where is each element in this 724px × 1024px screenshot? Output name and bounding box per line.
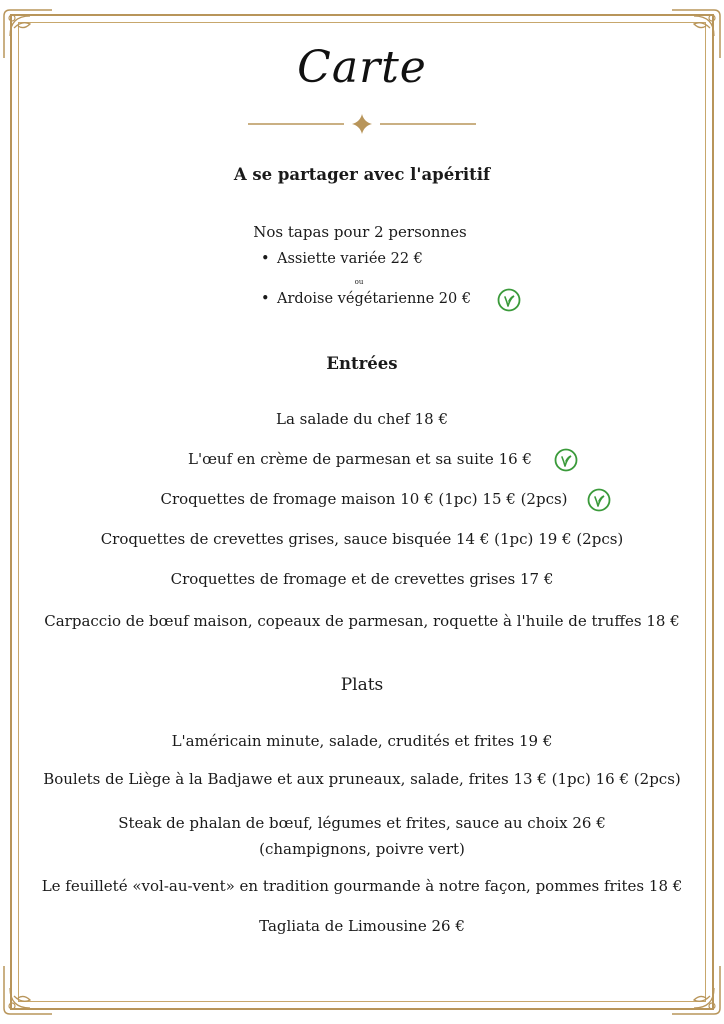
menu-item: L'américain minute, salade, crudités et frites 19 €: [171, 732, 553, 750]
menu-item: Tagliata de Limousine 26 €: [259, 917, 465, 935]
menu-item: Croquettes de crevettes grises, sauce bisquée 14 € (1pc) 19 € (2pcs): [100, 530, 624, 548]
diamond-star-icon: [248, 112, 476, 136]
menu-item: Boulets de Liège à la Badjawe et aux pruneaux, salade, frites 13 € (1pc) 16 € (2pcs): [43, 770, 681, 788]
leaf-circle-icon: [497, 288, 521, 312]
menu-item: Croquettes de fromage et de crevettes grises 17 €: [170, 570, 554, 588]
menu-item: La salade du chef 18 €: [276, 410, 448, 428]
section-heading-aperitif: A se partager avec l'apéritif: [233, 165, 491, 184]
aperitif-separator: ou: [354, 278, 364, 286]
aperitif-intro: Nos tapas pour 2 personnes: [253, 223, 467, 241]
leaf-circle-icon: [554, 448, 578, 472]
menu-title: Carte: [297, 42, 427, 93]
section-heading-plats: Plats: [340, 675, 384, 695]
menu-item: Croquettes de fromage maison 10 € (1pc) 15 € (2pcs): [160, 490, 568, 508]
aperitif-item: • Assiette variée 22 €: [277, 251, 423, 267]
aperitif-item: • Ardoise végétarienne 20 €: [277, 291, 471, 307]
menu-item: Carpaccio de bœuf maison, copeaux de parmesan, roquette à l'huile de truffes 18 €: [44, 612, 680, 630]
menu-item: Steak de phalan de bœuf, légumes et frites, sauce au choix 26 €: [118, 814, 606, 832]
menu-item: Le feuilleté «vol-au-vent» en tradition gourmande à notre façon, pommes frites 18 €: [41, 877, 683, 895]
section-heading-entrees: Entrées: [326, 354, 398, 373]
leaf-circle-icon: [587, 488, 611, 512]
menu-item-note: (champignons, poivre vert): [259, 840, 465, 858]
menu-item: L'œuf en crème de parmesan et sa suite 16 €: [188, 450, 532, 468]
